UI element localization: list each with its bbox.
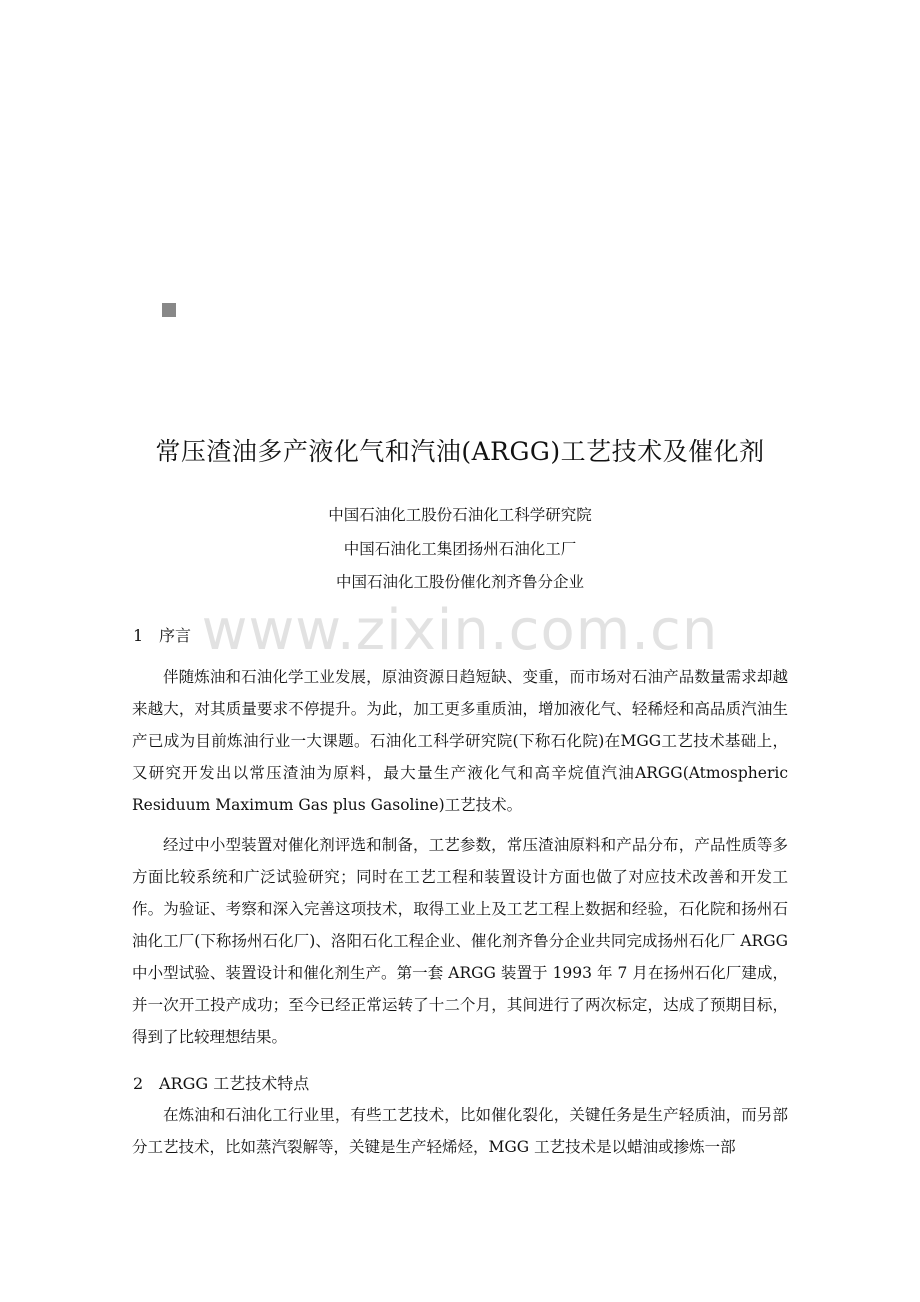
section-heading-1 bbox=[133, 623, 191, 646]
section-title: ARGG 工艺技术特点 bbox=[159, 1074, 310, 1093]
watermark: www.zixin.com.cn bbox=[201, 598, 719, 663]
paragraph: 经过中小型装置对催化剂评选和制备，工艺参数，常压渣油原料和产品分布，产品性质等多方面比较系统和广泛试验研究；同时在工艺工程和装置设计方面也做了对应技术改善和开发工作。为验证、考察和深入完善这项技术，取得工业上及工艺工程上数据和经验，石化院和扬州石油化工厂(下称扬州石化厂)、洛阳石化工程企业、催化剂齐鲁分企业共同完成扬州石化厂 ARGG 中小型试验、装置设计和催化剂生产。第一套 ARGG 装置于 1993 年 7 月在扬州石化厂建成，并一次开工投产成功；至今已经正常运转了十二个月，其间进行了两次标定，达成了预期目标，得到了比较理想结果。 bbox=[132, 836, 788, 1046]
paragraph: 伴随炼油和石油化学工业发展，原油资源日趋短缺、变重，而市场对石油产品数量需求却越来越大，对其质量要求不停提升。为此，加工更多重质油，增加液化气、轻稀烃和高品质汽油生产已成为目前炼油行业一大课题。石油化工科学研究院(下称石化院)在MGG工艺技术基础上，又研究开发出以常压渣油为原料，最大量生产液化气和高辛烷值汽油ARGG(Atmospheric Residuum Maximum Gas plus Gasoline)工艺技术。 bbox=[132, 668, 788, 814]
paragraph: 在炼油和石油化工行业里，有些工艺技术，比如催化裂化，关键任务是生产轻质油，而另部分工艺技术，比如蒸汽裂解等，关键是生产轻烯烃，MGG 工艺技术是以蜡油或掺炼一部 bbox=[132, 1106, 788, 1156]
section-number: 2 bbox=[133, 1074, 144, 1093]
author-organization-1: 中国石油化工股份石油化工科学研究院 bbox=[328, 506, 592, 524]
document-title: 常压渣油多产液化气和汽油(ARGG)工艺技术及催化剂 bbox=[155, 437, 765, 466]
section-title: 序言 bbox=[159, 626, 192, 645]
section-number: 1 bbox=[133, 626, 144, 645]
author-organization-2: 中国石油化工集团扬州石油化工厂 bbox=[343, 540, 577, 558]
section-heading-2 bbox=[133, 1071, 309, 1094]
square-bullet-icon bbox=[162, 303, 176, 317]
author-organization-3: 中国石油化工股份催化剂齐鲁分企业 bbox=[335, 573, 584, 591]
